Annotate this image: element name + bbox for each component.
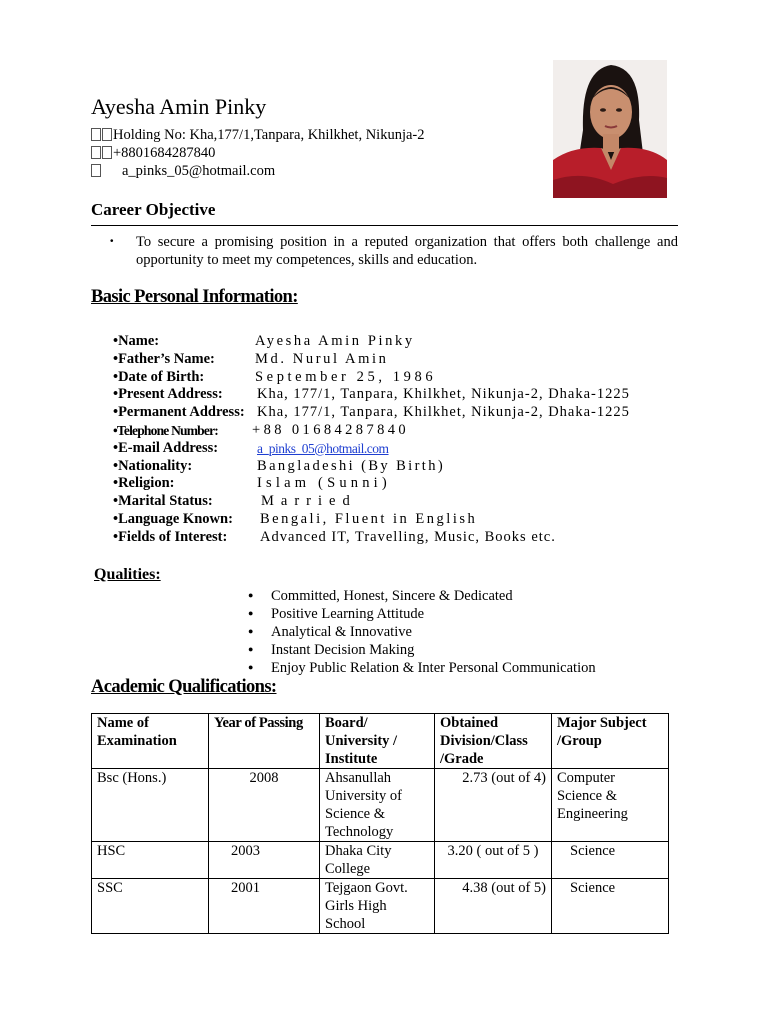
info-row-interest: [113, 528, 556, 547]
list-item: [248, 586, 596, 604]
phone-icon-part: [102, 146, 112, 159]
info-label: •Father’s Name:: [113, 350, 215, 367]
qualities-heading: Qualities:: [94, 566, 161, 583]
info-label: •Religion:: [113, 475, 175, 492]
table-cell: 3.20 ( out of 5 ): [435, 842, 552, 879]
address-text: Holding No: Kha,177/1,Tanpara, Khilkhet, Nikunja-2: [113, 127, 425, 143]
info-row-present-address: [113, 386, 630, 404]
table-row: [92, 769, 669, 842]
table-header-row: [92, 714, 669, 769]
address-line: [91, 126, 424, 144]
phone-icon: [91, 146, 101, 159]
table-header: Obtained Division/Class /Grade: [435, 714, 552, 769]
table-cell: 2008: [209, 769, 320, 842]
personal-info-list: [113, 333, 630, 547]
table-cell: Science: [552, 842, 669, 879]
table-header: Year of Passing: [209, 714, 320, 769]
email-text: a_pinks_05@hotmail.com: [122, 163, 276, 179]
envelope-icon: [91, 164, 101, 177]
info-row-email: [113, 439, 389, 458]
list-item: [248, 658, 596, 676]
info-value: +88 01684287840: [252, 421, 410, 438]
info-value: Ayesha Amin Pinky: [255, 333, 415, 349]
profile-photo: [553, 60, 667, 198]
info-label: •Fields of Interest:: [113, 528, 228, 545]
table-cell: HSC: [92, 842, 209, 879]
bullet-icon: ●: [248, 626, 254, 636]
section-divider: [91, 225, 678, 226]
info-row-father: [113, 350, 389, 369]
resume-name: Ayesha Amin Pinky: [91, 94, 267, 119]
table-cell: Science: [552, 879, 669, 934]
list-item: [248, 622, 596, 640]
info-label: •Marital Status:: [113, 493, 213, 510]
info-value: Md. Nurul Amin: [255, 350, 389, 367]
info-row-religion: [113, 475, 391, 493]
info-value: Kha, 177/1, Tanpara, Khilkhet, Nikunja-2, Dhaka-1225: [257, 386, 630, 403]
table-cell: 2003: [209, 842, 320, 879]
info-label: •Permanent Address:: [113, 404, 245, 421]
table-cell: Ahsanullah University of Science & Technology: [320, 769, 435, 842]
info-row-permanent-address: [113, 404, 630, 422]
table-cell: Tejgaon Govt. Girls High School: [320, 879, 435, 934]
info-label: •Nationality:: [113, 457, 193, 474]
table-cell: Bsc (Hons.): [92, 769, 209, 842]
email-link[interactable]: a_pinks_05@hotmail.com: [257, 440, 389, 456]
career-objective-heading: Career Objective: [91, 200, 216, 219]
info-value: Islam (Sunni): [257, 475, 391, 492]
table-cell: Computer Science & Engineering: [552, 769, 669, 842]
table-header: Board/ University / Institute: [320, 714, 435, 769]
bullet-icon: ●: [248, 590, 254, 600]
info-value: Bangladeshi (By Birth): [257, 457, 446, 474]
info-value: Advanced IT, Travelling, Music, Books etc.: [260, 528, 556, 545]
phone-text: +8801684287840: [113, 145, 216, 161]
table-cell: 2001: [209, 879, 320, 934]
info-row-dob: [113, 368, 437, 387]
table-cell: 4.38 (out of 5): [435, 879, 552, 934]
bullet-icon: ●: [248, 608, 254, 618]
info-row-telephone: [113, 421, 410, 440]
list-item: [248, 604, 596, 622]
qualities-list: [248, 586, 596, 676]
info-row-nationality: [113, 457, 446, 476]
bullet-icon: •: [110, 236, 114, 247]
bullet-icon: ●: [248, 644, 254, 654]
table-row: [92, 842, 669, 879]
quality-text: Instant Decision Making: [271, 642, 415, 658]
quality-text: Analytical & Innovative: [271, 624, 412, 640]
bullet-icon: ●: [248, 662, 254, 672]
info-row-marital: [113, 493, 357, 511]
table-header: Name of Examination: [92, 714, 209, 769]
info-label: •Name:: [113, 333, 160, 349]
info-label: •Present Address:: [113, 386, 223, 403]
home-icon: [91, 128, 101, 141]
info-value: September 25, 1986: [255, 368, 437, 385]
table-cell: 2.73 (out of 4): [435, 769, 552, 842]
table-cell: SSC: [92, 879, 209, 934]
home-icon-part: [102, 128, 112, 141]
info-label: •E-mail Address:: [113, 439, 219, 456]
quality-text: Enjoy Public Relation & Inter Personal Communication: [271, 660, 596, 676]
info-label: •Language Known:: [113, 510, 233, 527]
info-row-language: [113, 510, 478, 529]
table-cell: Dhaka City College: [320, 842, 435, 879]
career-objective-item: [110, 233, 678, 269]
personal-info-heading: Basic Personal Information:: [91, 287, 298, 307]
info-label: •Telephone Number:: [113, 422, 218, 438]
quality-text: Positive Learning Attitude: [271, 606, 425, 622]
info-value: Bengali, Fluent in English: [260, 510, 478, 527]
info-value: Kha, 177/1, Tanpara, Khilkhet, Nikunja-2, Dhaka-1225: [257, 404, 630, 421]
academic-table: [91, 713, 669, 934]
phone-line: [91, 144, 215, 162]
table-header: Major Subject /Group: [552, 714, 669, 769]
academic-heading: Academic Qualifications:: [91, 677, 277, 697]
quality-text: Committed, Honest, Sincere & Dedicated: [271, 588, 513, 604]
table-row: [92, 879, 669, 934]
list-item: [248, 640, 596, 658]
career-objective-text: To secure a promising position in a reputed organization that offers both challenge and opportunity to meet my competences, skills and education.: [136, 234, 678, 268]
info-row-name: [113, 333, 415, 351]
info-value: Married: [261, 493, 357, 510]
info-label: •Date of Birth:: [113, 368, 205, 385]
email-line: [91, 162, 275, 180]
